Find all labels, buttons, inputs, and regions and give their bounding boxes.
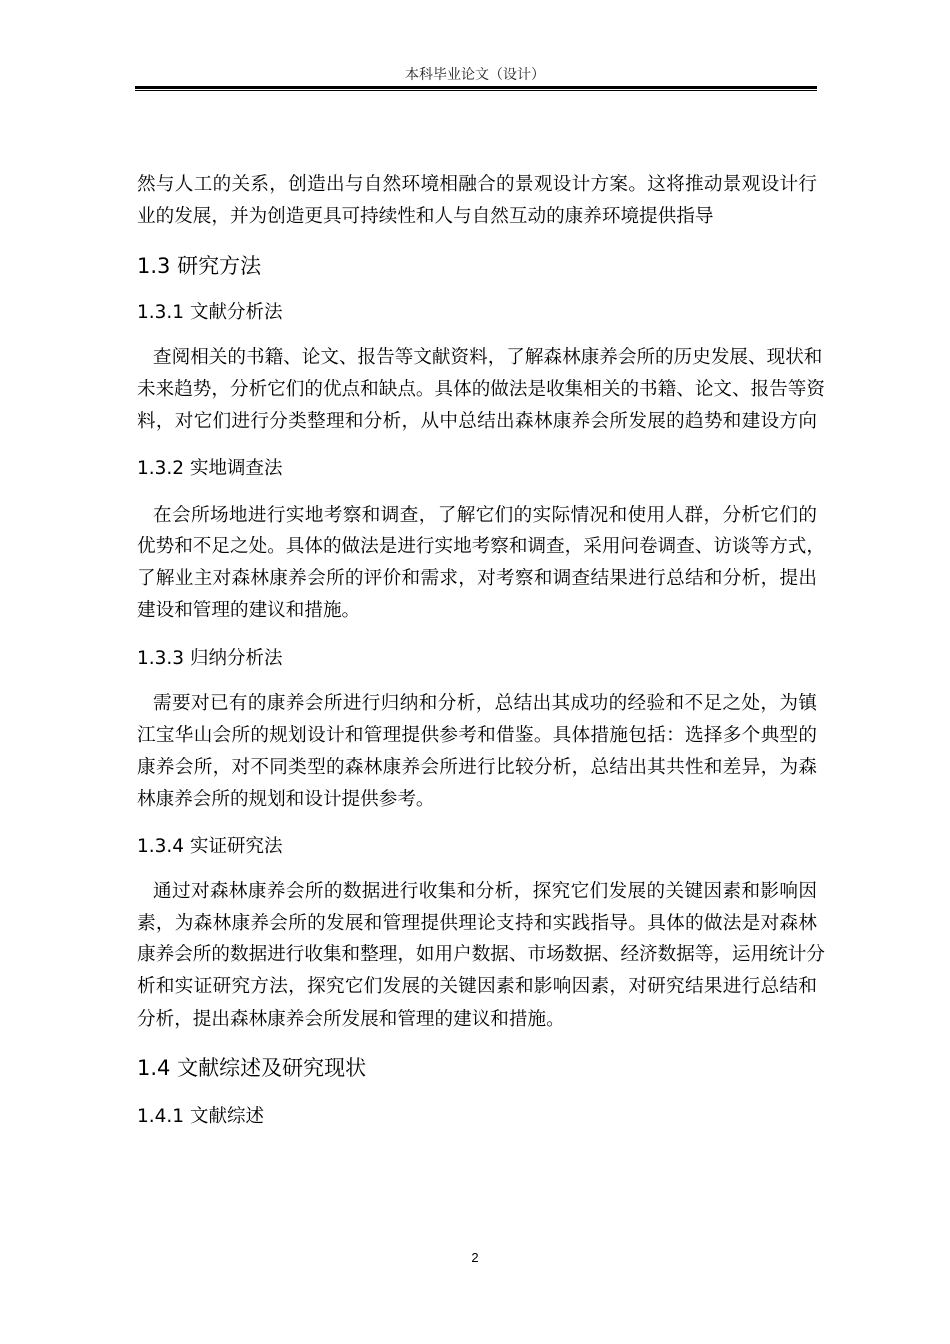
paragraph-line: 查阅相关的书籍、论文、报告等文献资料，了解森林康养会所的历史发展、现状和 — [153, 347, 823, 368]
header-rule-thin — [135, 90, 817, 91]
paragraph-line: 在会所场地进行实地考察和调查，了解它们的实际情况和使用人群，分析它们的 — [153, 505, 817, 526]
subsection-heading: 1.3.4 实证研究法 — [137, 836, 283, 857]
subsection-heading: 1.3.2 实地调查法 — [137, 458, 283, 479]
paragraph-line: 康养会所，对不同类型的森林康养会所进行比较分析，总结出其共性和差异，为森 — [137, 757, 817, 778]
header-rule-thick — [135, 86, 817, 89]
paragraph-line: 了解业主对森林康养会所的评价和需求，对考察和调查结果进行总结和分析，提出 — [137, 568, 817, 589]
section-heading: 1.4 文献综述及研究现状 — [137, 1056, 367, 1080]
paragraph-line: 分析，提出森林康养会所发展和管理的建议和措施。 — [137, 1009, 565, 1030]
paragraph-line: 江宝华山会所的规划设计和管理提供参考和借鉴。具体措施包括：选择多个典型的 — [137, 725, 817, 746]
paragraph-line: 业的发展，并为创造更具可持续性和人与自然互动的康养环境提供指导 — [137, 206, 714, 227]
running-header: 本科毕业论文（设计） — [405, 67, 545, 83]
subsection-heading: 1.4.1 文献综述 — [137, 1106, 264, 1127]
paragraph-line: 料，对它们进行分类整理和分析，从中总结出森林康养会所发展的趋势和建设方向 — [137, 411, 817, 432]
paragraph-line: 通过对森林康养会所的数据进行收集和分析，探究它们发展的关键因素和影响因 — [153, 881, 817, 902]
section-heading: 1.3 研究方法 — [137, 254, 262, 278]
page-number: 2 — [471, 1250, 479, 1265]
paragraph-line: 未来趋势，分析它们的优点和缺点。具体的做法是收集相关的书籍、论文、报告等资 — [137, 379, 825, 400]
paragraph-line: 素，为森林康养会所的发展和管理提供理论支持和实践指导。具体的做法是对森林 — [137, 913, 817, 934]
subsection-heading: 1.3.3 归纳分析法 — [137, 648, 283, 669]
paragraph-line: 需要对已有的康养会所进行归纳和分析，总结出其成功的经验和不足之处，为镇 — [153, 693, 817, 714]
paragraph-line: 康养会所的数据进行收集和整理，如用户数据、市场数据、经济数据等，运用统计分 — [137, 944, 825, 965]
paragraph-line: 然与人工的关系，创造出与自然环境相融合的景观设计方案。这将推动景观设计行 — [137, 174, 817, 195]
paragraph-line: 优势和不足之处。具体的做法是进行实地考察和调查，采用问卷调查、访谈等方式， — [137, 536, 825, 557]
paragraph-line: 析和实证研究方法，探究它们发展的关键因素和影响因素，对研究结果进行总结和 — [137, 976, 817, 997]
subsection-heading: 1.3.1 文献分析法 — [137, 302, 283, 323]
paragraph-line: 建设和管理的建议和措施。 — [137, 600, 361, 621]
paragraph-line: 林康养会所的规划和设计提供参考。 — [137, 789, 435, 810]
